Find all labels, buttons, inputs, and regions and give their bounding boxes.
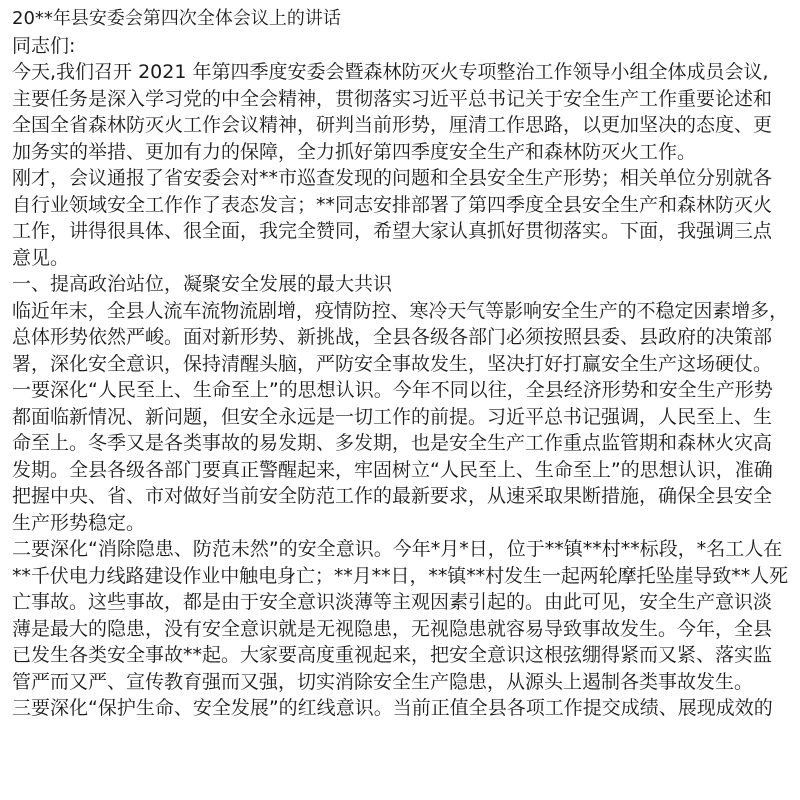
text-line: 管严而又严、宣传教育强而又强，切实消除安全生产隐患，从源头上遏制各类事故发生。: [12, 670, 754, 693]
text-line: 署，深化安全意识，保持清醒头脑，严防安全事故发生，坚决打好打赢安全生产这场硬仗。: [12, 352, 773, 375]
text-line: 二要深化“消除隐患、防范未然”的安全意识。今年*月*日，位于**镇**村**标段，*名工人在: [12, 538, 783, 560]
text-line: 自行业领域安全工作作了表态发言；**同志安排部署了第四季度全县安全生产和森林防灭火: [12, 193, 773, 216]
text-line: 今天,我们召开 2021 年第四季度安委会暨森林防灭火专项整治工作领导小组全体成员会议,: [12, 61, 769, 83]
text-line: 主要任务是深入学习党的中全会精神，贯彻落实习近平总书记关于安全生产工作重要论述和: [12, 87, 773, 110]
text-line: 发期。全县各级各部门要真正警醒起来，牢固树立“人民至上、生命至上”的思想认识，准确: [12, 458, 773, 481]
salutation: 同志们:: [12, 34, 76, 57]
text-line: 全国全省森林防灭火工作会议精神，研判当前形势，厘清工作思路，以更加坚决的态度、更: [12, 114, 773, 136]
text-line: 亡事故。这些事故，都是由于安全意识淡薄等主观因素引起的。由此可见，安全生产意识淡: [12, 591, 773, 613]
text-line: 意见。: [12, 246, 70, 269]
document-body: [12, 59, 788, 722]
text-line: 刚才，会议通报了省安委会对**市巡查发现的问题和全县安全生产形势；相关单位分别就各: [12, 167, 773, 189]
document-title: 20**年县安委会第四次全体会议上的讲话: [12, 8, 341, 29]
text-line: 一、提高政治站位，凝聚安全发展的最大共识: [12, 273, 393, 295]
text-line: 临近年末，全县人流车流物流剧增，疫情防控、寒冷天气等影响安全生产的不稳定因素增多，: [12, 299, 788, 322]
text-line: 一要深化“人民至上、生命至上”的思想认识。今年不同以往，全县经济形势和安全生产形势: [12, 379, 773, 401]
text-line: 已发生各类安全事故**起。大家要高度重视起来，把安全意识这根弦绷得紧而又紧、落实监: [12, 644, 773, 666]
text-line: 加务实的举措、更加有力的保障，全力抓好第四季度安全生产和森林防灭火工作。: [12, 140, 697, 163]
text-line: 三要深化“保护生命、安全发展”的红线意识。当前正值全县各项工作提交成绩、展现成效的: [12, 697, 773, 719]
text-line: **千伏电力线路建设作业中触电身亡；**月**日，**镇**村发生一起两轮摩托坠崖导致**人死: [12, 564, 788, 587]
text-line: 生产形势稳定。: [12, 511, 146, 534]
text-line: 总体形势依然严峻。面对新形势、新挑战，全县各级各部门必须按照县委、县政府的决策部: [12, 326, 773, 348]
text-line: 薄是最大的隐患，没有安全意识就是无视隐患，无视隐患就容易导致事故发生。今年，全县: [12, 617, 773, 640]
text-line: 工作，讲得很具体、很全面，我完全赞同，希望大家认真抓好贯彻落实。下面，我强调三点: [12, 220, 773, 242]
text-line: 命至上。冬季又是各类事故的易发期、多发期，也是安全生产工作重点监管期和森林火灾高: [12, 432, 773, 454]
text-line: 都面临新情况、新问题，但安全永远是一切工作的前提。习近平总书记强调，人民至上、生: [12, 405, 773, 428]
text-line: 把握中央、省、市对做好当前安全防范工作的最新要求，从速采取果断措施，确保全县安全: [12, 485, 773, 507]
